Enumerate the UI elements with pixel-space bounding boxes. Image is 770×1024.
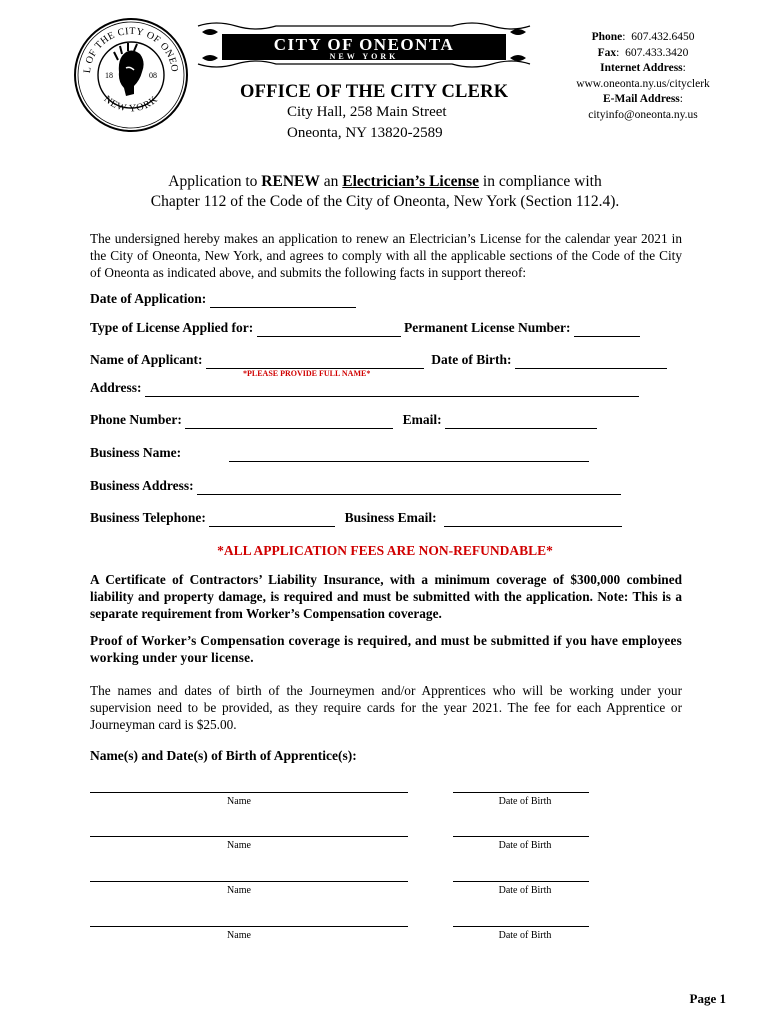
date-of-application-row — [90, 291, 356, 308]
contact-block: Phone: 607.432.6450 Fax: 607.433.3420 Internet Address: www.oneonta.ny.us/cityclerk E-Mail Address: cityinfo@oneonta.ny.us — [546, 30, 740, 123]
apprentice-name-line[interactable] — [90, 836, 408, 837]
svg-text:NEW YORK: NEW YORK — [329, 52, 399, 61]
business-address-row — [90, 478, 621, 495]
phone-label: Phone — [591, 31, 623, 43]
address-input[interactable] — [145, 380, 639, 397]
date-of-application-input[interactable] — [210, 291, 356, 308]
business-email-label: Business Email: — [344, 510, 437, 525]
fax-value: 607.433.3420 — [625, 46, 689, 59]
address-label: Address: — [90, 380, 142, 395]
full-name-note: *PLEASE PROVIDE FULL NAME* — [243, 369, 371, 378]
application-title — [60, 172, 710, 212]
title-renew: RENEW — [261, 173, 320, 190]
business-address-label: Business Address: — [90, 478, 194, 493]
apprentice-name-label: Name — [227, 885, 251, 896]
svg-text:18: 18 — [105, 71, 113, 80]
apprentice-name-label: Name — [227, 930, 251, 941]
journeymen-paragraph: The names and dates of birth of the Journeymen and/or Apprentices who will be working under your supervision need to be provided, as they require cards for the year 2021. The fee for each Apprentice or Journeyman card is $25.00. — [90, 683, 682, 732]
apprentice-name-label: Name — [227, 796, 251, 807]
applicant-name-input[interactable] — [206, 352, 424, 369]
apprentice-dob-label: Date of Birth — [498, 796, 552, 807]
business-name-input[interactable] — [229, 445, 589, 462]
business-name-row — [90, 445, 589, 462]
business-telephone-input[interactable] — [209, 510, 335, 527]
address-line-1: City Hall, 258 Main Street — [287, 104, 447, 120]
business-contact-row — [90, 510, 622, 527]
license-type-input[interactable] — [257, 320, 401, 337]
workers-comp-paragraph: Proof of Worker’s Compensation coverage is required, and must be submitted if you have employees working under your license. — [90, 633, 682, 665]
applicant-name-label: Name of Applicant: — [90, 352, 203, 367]
title-text: an — [319, 173, 343, 190]
apprentice-dob-line[interactable] — [453, 881, 589, 882]
office-title: OFFICE OF THE CITY CLERK — [240, 82, 509, 102]
date-of-birth-input[interactable] — [515, 352, 667, 369]
apprentice-dob-line[interactable] — [453, 926, 589, 927]
page-number: Page 1 — [689, 991, 726, 1006]
license-type-label: Type of License Applied for: — [90, 320, 254, 335]
business-email-input[interactable] — [444, 510, 622, 527]
license-type-row — [90, 320, 640, 337]
email-label: E-Mail Address — [603, 93, 680, 105]
svg-text:NEW YORK: NEW YORK — [101, 93, 161, 115]
title-text: Application to — [168, 173, 262, 190]
apprentice-name-line[interactable] — [90, 792, 408, 793]
address-row — [90, 380, 639, 397]
title-line-2: Chapter 112 of the Code of the City of Oneonta, New York (Section 112.4). — [150, 193, 620, 210]
apprentice-dob-label: Date of Birth — [498, 885, 552, 896]
internet-link[interactable]: www.oneonta.ny.us/cityclerk — [576, 77, 710, 90]
apprentice-dob-label: Date of Birth — [498, 930, 552, 941]
svg-text:SEAL OF THE CITY OF ONEONTA: L OF THE CITY OF ONEO — [81, 25, 181, 74]
phone-number-input[interactable] — [185, 412, 393, 429]
business-address-input[interactable] — [197, 478, 621, 495]
apprentice-name-label: Name — [227, 840, 251, 851]
apprentice-name-line[interactable] — [90, 881, 408, 882]
city-banner-logo — [196, 20, 532, 70]
address-line-2: Oneonta, NY 13820-2589 — [287, 125, 443, 141]
title-license: Electrician’s License — [342, 173, 480, 190]
apprentice-dob-line[interactable] — [453, 792, 589, 793]
date-of-birth-label: Date of Birth: — [431, 352, 512, 367]
insurance-paragraph: A Certificate of Contractors’ Liability Insurance, with a minimum coverage of $300,000 combined liability and property damage, is required and must be submitted with the application. Note: This is a separate requirement from Worker’s Compensation coverage. — [90, 572, 682, 621]
business-telephone-label: Business Telephone: — [90, 510, 206, 525]
svg-text:CITY OF ONEONTA: CITY OF ONEONTA — [273, 35, 455, 54]
phone-value: 607.432.6450 — [631, 31, 695, 43]
email-field-label: Email: — [402, 412, 442, 427]
title-text: in compliance with — [479, 173, 602, 190]
business-name-label: Business Name: — [90, 445, 182, 460]
date-of-application-label: Date of Application: — [90, 291, 207, 306]
svg-text:08: 08 — [149, 71, 157, 80]
permanent-license-number-input[interactable] — [574, 320, 640, 337]
email-link[interactable]: cityinfo@oneonta.ny.us — [588, 108, 698, 121]
city-seal-logo — [72, 16, 190, 134]
fees-notice: *ALL APPLICATION FEES ARE NON-REFUNDABLE* — [217, 543, 553, 558]
apprentice-dob-label: Date of Birth — [498, 840, 552, 851]
phone-email-row — [90, 412, 597, 429]
internet-label: Internet Address — [600, 62, 683, 74]
apprentices-heading: Name(s) and Date(s) of Birth of Apprentice(s): — [90, 748, 357, 763]
apprentice-dob-line[interactable] — [453, 836, 589, 837]
permanent-license-number-label: Permanent License Number: — [404, 320, 571, 335]
email-input[interactable] — [445, 412, 597, 429]
intro-paragraph: The undersigned hereby makes an application to renew an Electrician’s License for the calendar year 2021 in the City of Oneonta, New York, and agrees to comply with all the applicable sections of the Code of the City of Oneonta as indicated above, and submits the following facts in support thereof: — [90, 231, 682, 280]
apprentice-name-line[interactable] — [90, 926, 408, 927]
phone-number-label: Phone Number: — [90, 412, 182, 427]
fax-label: Fax — [597, 46, 617, 59]
applicant-name-row — [90, 352, 667, 369]
